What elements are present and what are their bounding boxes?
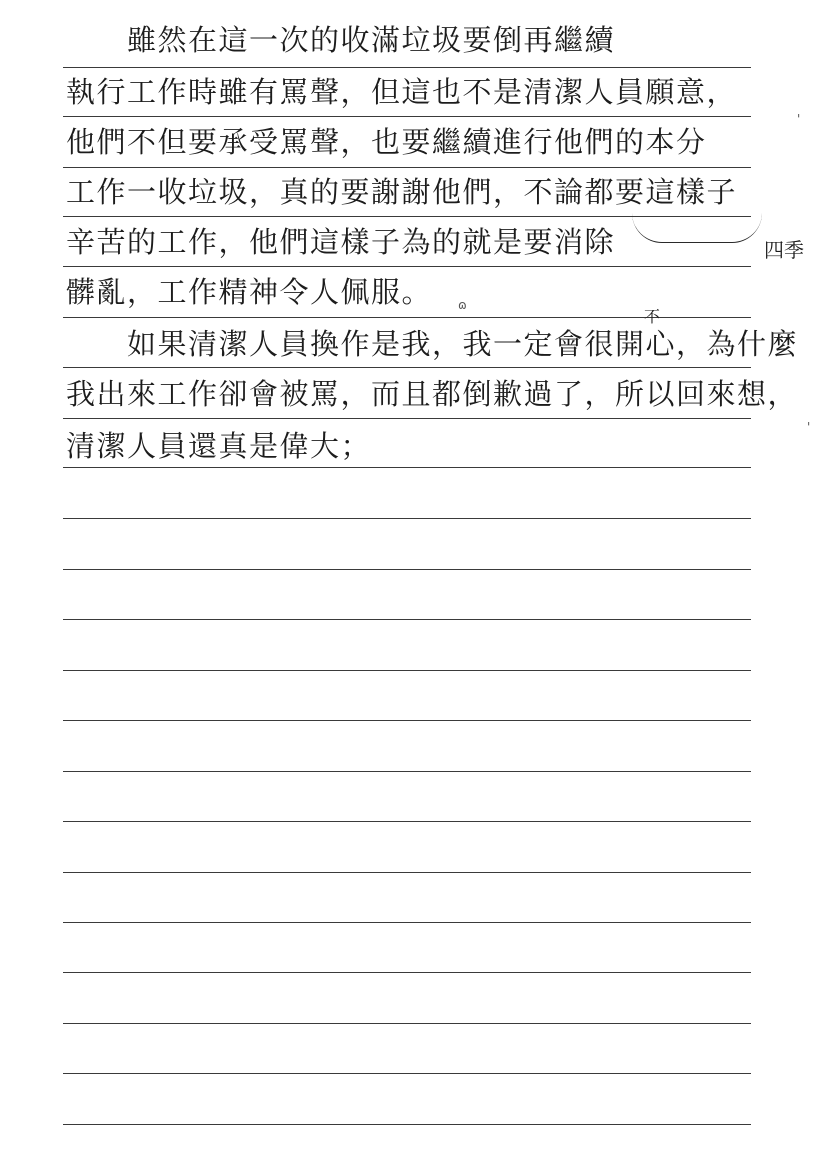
small-mark: ' (807, 420, 811, 434)
text-line-6: 髒亂，工作精神令人佩服。 (66, 275, 433, 309)
ruled-line (63, 266, 751, 267)
small-mark: ' (797, 112, 801, 126)
ruled-line (63, 67, 751, 68)
ruled-line (63, 619, 751, 620)
ruled-line (63, 922, 751, 923)
ruled-line (63, 872, 751, 873)
ruled-line (63, 1124, 751, 1125)
ruled-line (63, 167, 751, 168)
text-line-2: 執行工作時雖有罵聲，但這也不是清潔人員願意， (66, 75, 738, 109)
text-line-5: 辛苦的工作，他們這樣子為的就是要消除 (66, 225, 616, 259)
ruled-line (63, 569, 751, 570)
text-line-7: 如果清潔人員換作是我，我一定會很開心，為什麼 (66, 327, 799, 361)
small-mark: ɷ (458, 298, 467, 312)
text-line-3: 他們不但要承受罵聲，也要繼續進行他們的本分 (66, 125, 707, 159)
margin-note: 四季 (764, 238, 804, 262)
insertion-mark: 不 (644, 307, 661, 326)
ruled-line (63, 518, 751, 519)
text-line-1: 雖然在這一次的收滿垃圾要倒再繼續 (66, 23, 616, 57)
ruled-line (63, 367, 751, 368)
ruled-line (63, 670, 751, 671)
ruled-line (63, 771, 751, 772)
ruled-line (63, 1073, 751, 1074)
text-line-8: 我出來工作卻會被罵，而且都倒歉過了，所以回來想， (66, 377, 799, 411)
ruled-line (63, 821, 751, 822)
ruled-line (63, 1023, 751, 1024)
ruled-line (63, 720, 751, 721)
ruled-line (63, 116, 751, 117)
ruled-line (63, 418, 751, 419)
ruled-line (63, 972, 751, 973)
text-line-9: 清潔人員還真是偉大； (66, 429, 372, 463)
correction-stroke (632, 204, 762, 243)
ruled-line (63, 467, 751, 468)
text-line-4: 工作一收垃圾，真的要謝謝他們，不論都要這樣子 (66, 175, 738, 209)
